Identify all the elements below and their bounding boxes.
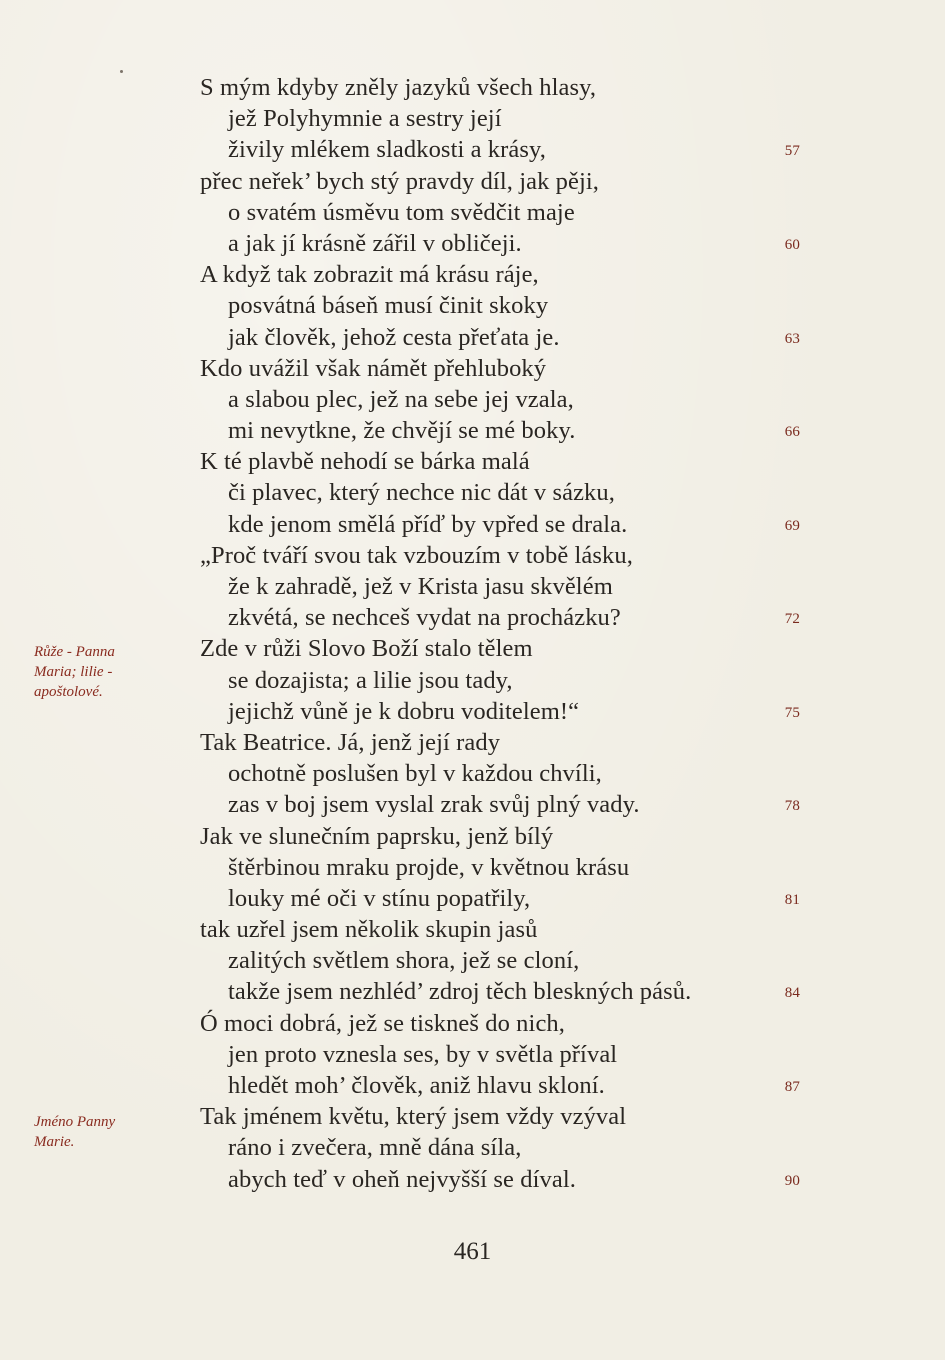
margin-note-rose-lily — [34, 642, 174, 702]
verse-line — [200, 322, 800, 353]
verse-text: Ó moci dobrá, jež se tiskneš do nich, — [200, 1009, 565, 1037]
verse-text: přec neřek’ bych stý pravdy díl, jak pěji, — [200, 167, 600, 195]
verse-text: K té plavbě nehodí se bárka malá — [200, 448, 530, 476]
margin-note-line: Maria; lilie - — [34, 664, 113, 680]
verse-text: abych teď v oheň nejvyšší se díval. — [228, 1165, 576, 1193]
verse-text: „Proč tváří svou tak vzbouzím v tobě lásku, — [200, 541, 633, 569]
line-number: 63 — [784, 330, 800, 347]
verse-line — [200, 883, 800, 914]
verse-text: o svatém úsměvu tom svědčit maje — [228, 198, 575, 226]
verse-text: takže jsem nezhléd’ zdroj těch bleskných pásů. — [228, 978, 692, 1006]
line-number: 90 — [784, 1172, 800, 1189]
verse-line — [200, 696, 800, 727]
verse-text: zas v boj jsem vyslal zrak svůj plný vady. — [228, 791, 640, 819]
verse-line — [200, 415, 800, 446]
verse-line — [200, 1164, 800, 1195]
verse-line — [200, 1132, 800, 1163]
verse-text: Kdo uvážil však námět přehluboký — [200, 354, 547, 382]
line-number: 87 — [784, 1079, 800, 1095]
verse-text: a slabou plec, jež na sebe jej vzala, — [228, 385, 574, 413]
line-number: 84 — [784, 985, 800, 1002]
verse-line — [200, 72, 800, 103]
verse-line — [200, 633, 800, 664]
verse-text: S mým kdyby zněly jazyků všech hlasy, — [200, 74, 597, 101]
verse-text: Jak ve slunečním paprsku, jenž bílý — [200, 822, 554, 850]
margin-note-line: Růže - Panna — [34, 644, 115, 660]
line-number: 81 — [784, 891, 800, 908]
verse-text: či plavec, který nechce nic dát v sázku, — [228, 479, 615, 507]
verse-line — [200, 134, 800, 165]
verse-line — [200, 665, 800, 696]
verse-text: a jak jí krásně zářil v obličeji. — [228, 229, 522, 257]
verse-line — [200, 446, 800, 477]
verse-text: jak člověk, jehož cesta přeťata je. — [228, 323, 560, 351]
line-number: 69 — [784, 517, 800, 534]
verse-line — [200, 228, 800, 259]
verse-text: louky mé oči v stínu popatřily, — [228, 884, 531, 912]
line-number: 72 — [784, 611, 800, 628]
paper-speck — [120, 70, 123, 73]
verse-line — [200, 602, 800, 633]
verse-line — [200, 789, 800, 820]
page-number: 461 — [453, 1238, 492, 1265]
margin-note-name-of-mary — [34, 1112, 174, 1152]
verse-line — [200, 166, 800, 197]
verse-text: že k zahradě, jež v Krista jasu skvělém — [228, 573, 613, 600]
verse-line — [200, 821, 800, 852]
line-number: 78 — [784, 798, 800, 815]
verse-line — [200, 727, 800, 758]
margin-note-line: Jméno Panny — [34, 1114, 116, 1130]
verse-line — [200, 290, 800, 321]
line-number: 57 — [784, 143, 800, 160]
verse-text: Zde v růži Slovo Boží stalo tělem — [200, 635, 533, 663]
verse-line — [200, 852, 800, 883]
verse-text: Tak Beatrice. Já, jenž její rady — [200, 728, 501, 756]
verse-line — [200, 1008, 800, 1039]
verse-text: jež Polyhymnie a sestry její — [228, 105, 502, 133]
verse-line — [200, 945, 800, 976]
verse-text: tak uzřel jsem několik skupin jasů — [200, 916, 538, 944]
verse-line — [200, 571, 800, 602]
verse-text: posvátná báseň musí činit skoky — [228, 292, 549, 320]
verse-text: jen proto vznesla ses, by v světla příval — [228, 1040, 618, 1068]
verse-text: ráno i zvečera, mně dána síla, — [228, 1134, 522, 1162]
verse-line — [200, 976, 800, 1007]
verse-text: Tak jménem květu, který jsem vždy vzýval — [200, 1103, 627, 1131]
verse-line — [200, 197, 800, 228]
verse-text: zalitých světlem shora, jež se cloní, — [228, 947, 580, 975]
verse-text: se dozajista; a lilie jsou tady, — [228, 666, 513, 694]
verse-line — [200, 259, 800, 290]
verse-text: zkvétá, se nechceš vydat na procházku? — [228, 604, 621, 632]
verse-line — [200, 353, 800, 384]
verse-line — [200, 1070, 800, 1101]
verse-line — [200, 758, 800, 789]
verse-line — [200, 1101, 800, 1132]
verse-text: jejichž vůně je k dobru voditelem!“ — [228, 697, 580, 725]
line-number: 66 — [784, 424, 800, 441]
line-number: 75 — [784, 704, 800, 721]
verse-block — [200, 72, 800, 1195]
line-number: 60 — [784, 236, 800, 253]
verse-line — [200, 509, 800, 540]
verse-line — [200, 914, 800, 945]
verse-text: A když tak zobrazit má krásu ráje, — [200, 261, 539, 289]
verse-text: štěrbinou mraku projde, v květnou krásu — [228, 853, 630, 881]
verse-text: kde jenom smělá příď by vpřed se drala. — [228, 510, 628, 538]
margin-note-line: Marie. — [34, 1134, 75, 1150]
verse-text: hledět moh’ člověk, aniž hlavu skloní. — [228, 1072, 605, 1099]
margin-note-line: apoštolové. — [34, 684, 103, 700]
verse-text: ochotně poslušen byl v každou chvíli, — [228, 760, 602, 788]
verse-line — [200, 540, 800, 571]
verse-line — [200, 1039, 800, 1070]
verse-line — [200, 384, 800, 415]
verse-line — [200, 477, 800, 508]
verse-text: živily mlékem sladkosti a krásy, — [228, 136, 547, 164]
verse-line — [200, 103, 800, 134]
verse-text: mi nevytkne, že chvějí se mé boky. — [228, 417, 576, 445]
